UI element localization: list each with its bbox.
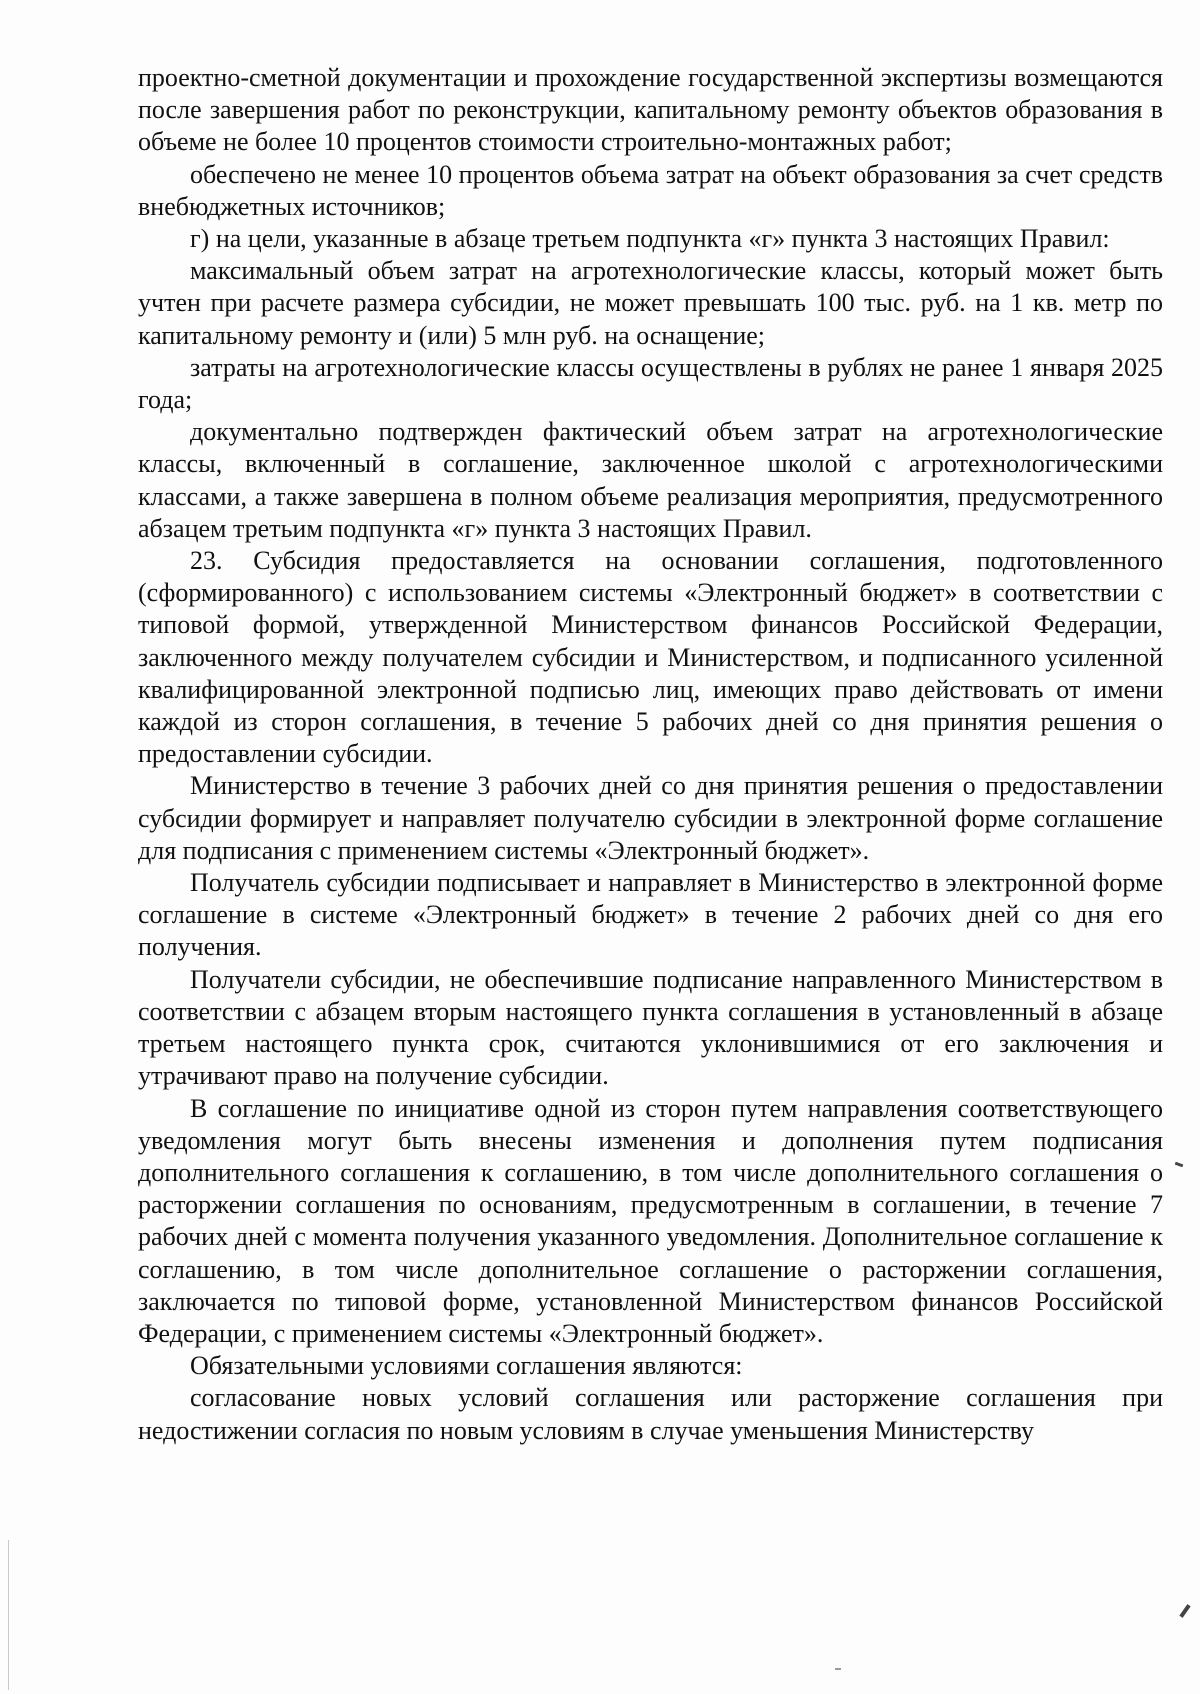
paragraph-1: проектно-сметной документации и прохождение государственной экспертизы возмещаются после завершения работ по реконструкции, капитальному ремонту объектов образования в объеме не более 10 процентов стоимости строительно-монтажных работ;	[138, 63, 1163, 157]
document-body	[138, 62, 1163, 1447]
paragraph-8: Министерство в течение 3 рабочих дней со дня принятия решения о предоставлении субсидии формирует и направляет получателю субсидии в электронной форме соглашение для подписания с применением системы «Электронный бюджет».	[138, 771, 1163, 865]
paragraph-6: документально подтвержден фактический объем затрат на агротехнологические классы, включенный в соглашение, заключенное школой с агротехнологическими классами, а также завершена в полном объеме реализация мероприятия, предусмотренного абзацем третьим подпункта «г» пункта 3 настоящих Правил.	[138, 417, 1163, 543]
scan-dash-mark	[1179, 1604, 1190, 1618]
paragraph-12: Обязательными условиями соглашения являются:	[190, 1351, 743, 1381]
paragraph-11: В соглашение по инициативе одной из сторон путем направления соответствующего уведомления могут быть внесены изменения и дополнения путем подписания дополнительного соглашения к соглашению, в том числе дополнительного соглашения о расторжении соглашения по основаниям, предусмотренным в соглашении, в течение 7 рабочих дней с момента получения указанного уведомления. Дополнительное соглашение к соглашению, в том числе дополнительное соглашение о расторжении соглашения, заключается по типовой форме, установленной Министерством финансов Российской Федерации, с применением системы «Электронный бюджет».	[138, 1093, 1163, 1348]
paragraph-5: затраты на агротехнологические классы осуществлены в рублях не ранее 1 января 2025 года;	[138, 352, 1163, 415]
scan-tick-mark	[1175, 1162, 1184, 1168]
paragraph-13: согласование новых условий соглашения или расторжение соглашения при недостижении согласия по новым условиям в случае уменьшения Министерству	[138, 1383, 1163, 1445]
scan-dot-mark	[835, 1668, 841, 1670]
paragraph-2: обеспечено не менее 10 процентов объема затрат на объект образования за счет средств внебюджетных источников;	[138, 159, 1163, 221]
paragraph-10: Получатели субсидии, не обеспечившие подписание направленного Министерством в соответствии с абзацем вторым настоящего пункта соглашения в установленный в абзаце третьем настоящего пункта срок, считаются уклонившимися от его заключения и утрачивают право на получение субсидии.	[138, 964, 1163, 1091]
paragraph-4: максимальный объем затрат на агротехнологические классы, который может быть учтен при расчете размера субсидии, не может превышать 100 тыс. руб. на 1 кв. метр по капитальному ремонту и (или) 5 млн руб. на оснащение;	[138, 256, 1163, 350]
paragraph-7: 23. Субсидия предоставляется на основании соглашения, подготовленного (сформированного) с использованием системы «Электронный бюджет» в соответствии с типовой формой, утвержденной Министерством финансов Российской Федерации, заключенного между получателем субсидии и Министерством, и подписанного усиленной квалифицированной электронной подписью лиц, имеющих право действовать от имени каждой из сторон соглашения, в течение 5 рабочих дней со дня принятия решения о предоставлении субсидии.	[138, 546, 1163, 769]
scan-margin-line	[8, 1540, 9, 1690]
paragraph-9: Получатель субсидии подписывает и направляет в Министерство в электронной форме соглашение в системе «Электронный бюджет» в течение 2 рабочих дней со дня его получения.	[138, 868, 1163, 962]
paragraph-3: г) на цели, указанные в абзаце третьем подпункта «г» пункта 3 настоящих Правил:	[190, 224, 1110, 254]
